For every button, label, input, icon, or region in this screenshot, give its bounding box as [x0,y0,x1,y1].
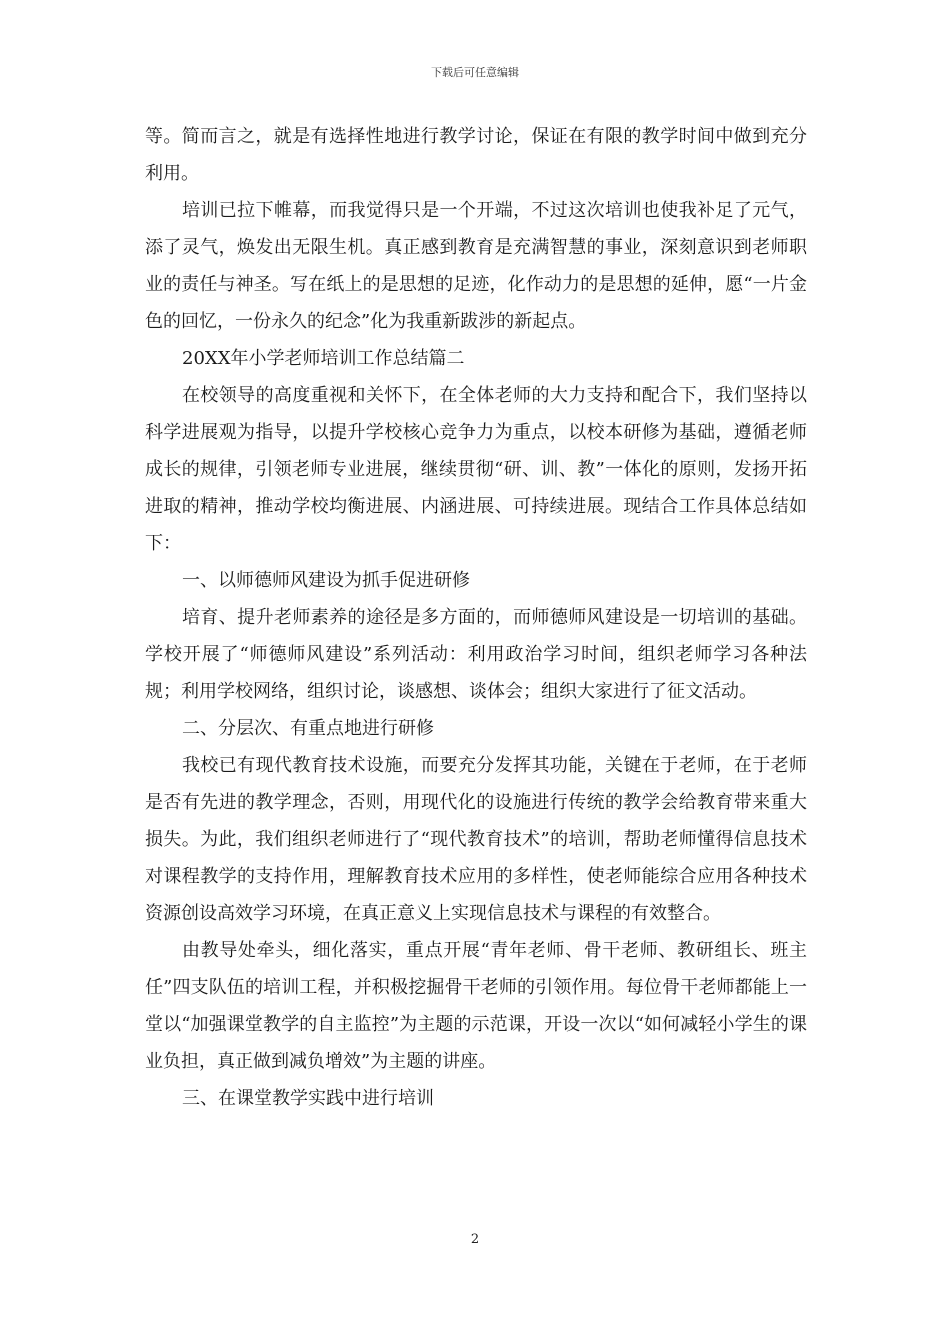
paragraph: 我校已有现代教育技术设施，而要充分发挥其功能，关键在于老师，在于老师是否有先进的教学理念，否则，用现代化的设施进行传统的教学会给教育带来重大损失。为此，我们组织老师进行了“现代教育技术”的培训，帮助老师懂得信息技术对课程教学的支持作用，理解教育技术应用的多样性，使老师能综合应用各种技术资源创设高效学习环境，在真正意义上实现信息技术与课程的有效整合。 [145,755,807,924]
paragraph: 培训已拉下帷幕，而我觉得只是一个开端，不过这次培训也使我补足了元气，添了灵气，焕发出无限生机。真正感到教育是充满智慧的事业，深刻意识到老师职业的责任与神圣。写在纸上的是思想的足迹，化作动力的是思想的延伸，愿“一片金色的回忆，一份永久的纪念”化为我重新跋涉的新起点。 [145,200,807,332]
paragraph: 在校领导的高度重视和关怀下，在全体老师的大力支持和配合下，我们坚持以科学进展观为指导，以提升学校核心竞争力为重点，以校本研修为基础，遵循老师成长的规律，引领老师专业进展，继续贯彻“研、训、教”一体化的原则，发扬开拓进取的精神，推动学校均衡进展、内涵进展、可持续进展。现结合工作具体总结如下： [145,385,807,554]
section-title: 20XX年小学老师培训工作总结篇二 [182,348,465,369]
page-header: 下载后可任意编辑 [431,66,519,79]
section-heading: 二、分层次、有重点地进行研修 [182,718,434,739]
paragraph: 培育、提升老师素养的途径是多方面的，而师德师风建设是一切培训的基础。学校开展了“师德师风建设”系列活动：利用政治学习时间，组织老师学习各种法规；利用学校网络，组织讨论，谈感想、谈体会；组织大家进行了征文活动。 [145,607,807,702]
paragraph: 等。简而言之，就是有选择性地进行教学讨论，保证在有限的教学时间中做到充分利用。 [145,126,807,184]
document-body [145,118,807,1117]
paragraph: 由教导处牵头，细化落实，重点开展“青年老师、骨干老师、教研组长、班主任”四支队伍的培训工程，并积极挖掘骨干老师的引领作用。每位骨干老师都能上一堂以“加强课堂教学的自主监控”为主题的示范课，开设一次以“如何减轻小学生的课业负担，真正做到减负增效”为主题的讲座。 [145,940,807,1072]
section-heading: 三、在课堂教学实践中进行培训 [182,1088,434,1109]
page-number: 2 [470,1232,480,1247]
section-heading: 一、以师德师风建设为抓手促进研修 [182,570,470,591]
